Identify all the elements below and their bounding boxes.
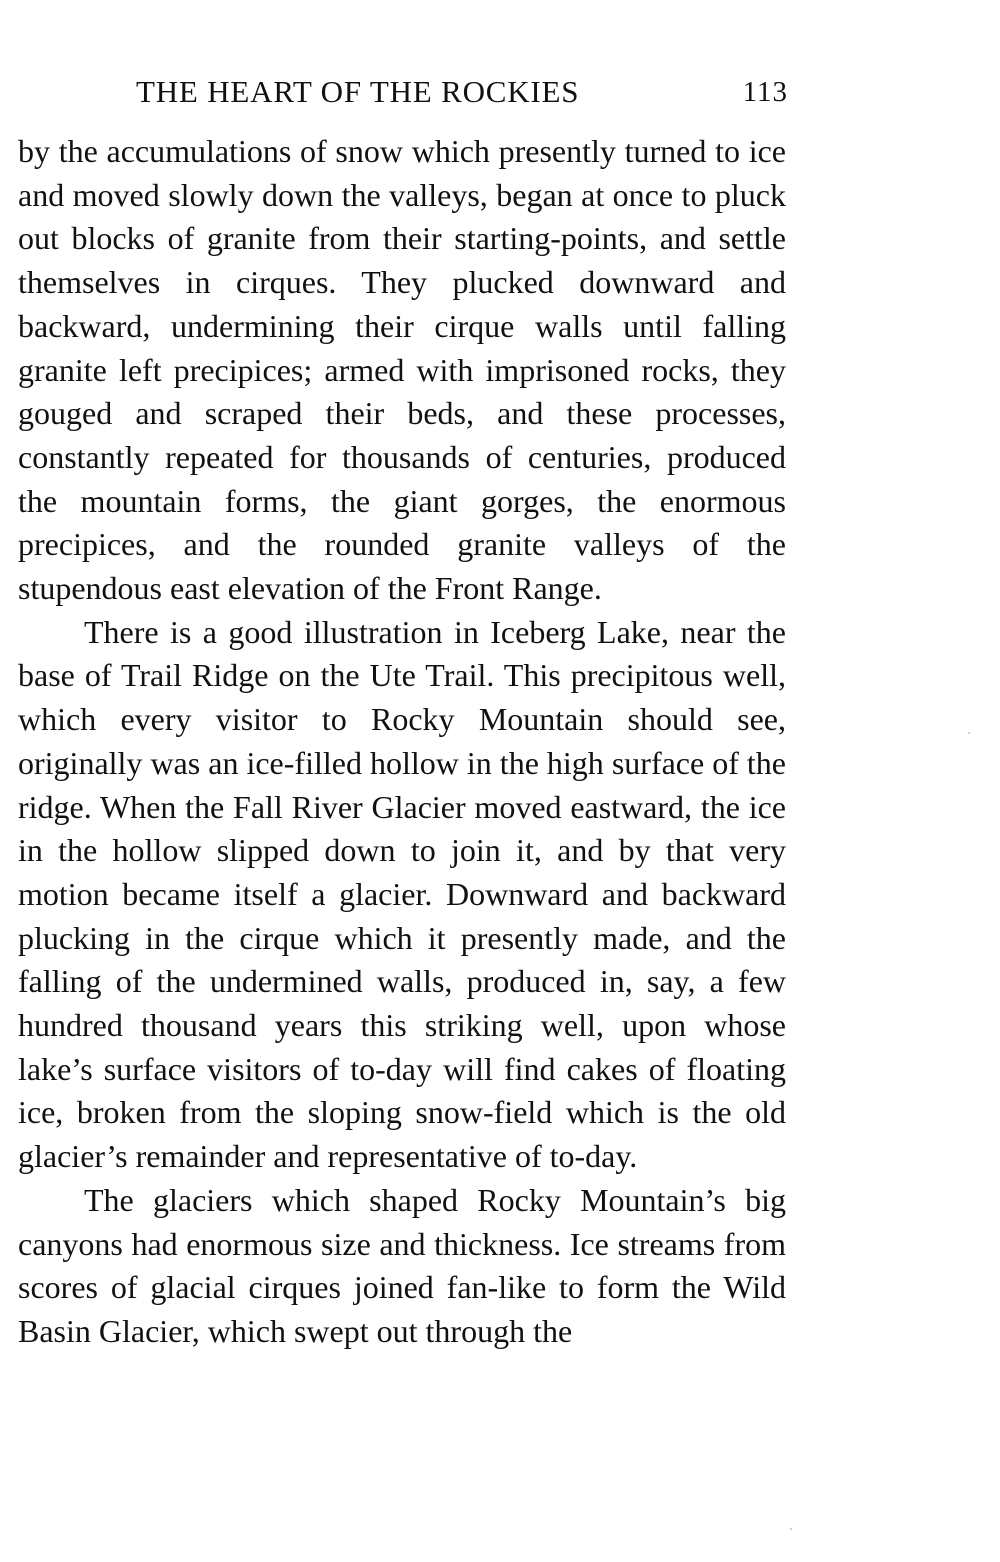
scan-speck	[790, 1528, 792, 1530]
body-text	[18, 130, 786, 1354]
paragraph-iceberg-lake: There is a good illustration in Iceberg Lake, near the base of Trail Ridge on the Ute Trail. This precipitous well, which every visitor to Rocky Mountain should see, originally was an ice-filled hollow in the high surface of the ridge. When the Fall River Glacier moved eastward, the ice in the hollow slipped down to join it, and by that very motion became itself a glacier. Downward and backward plucking in the cirque which it presently made, and the falling of the undermined walls, produced in, say, a few hundred thousand years this striking well, upon whose lake’s surface visitors of to-day will find cakes of floating ice, broken from the sloping snow-field which is the old glacier’s remainder and representative of to-day.	[18, 613, 786, 1175]
paragraph-glaciers: The glaciers which shaped Rocky Mountain’s big canyons had enormous size and thickness. Ice streams from scores of glacial cirques joined fan-like to form the Wild Basin Glacier, which swept out through the	[18, 1181, 786, 1349]
page-number: 113	[742, 76, 788, 108]
running-head	[18, 74, 788, 118]
scan-speck	[968, 732, 970, 734]
running-title: THE HEART OF THE ROCKIES	[136, 74, 580, 109]
paragraph-continued: by the accumulations of snow which presently turned to ice and moved slowly down the valleys, began at once to pluck out blocks of granite from their starting-points, and settle themselves in cirques. They plucked downward and backward, undermining their cirque walls until falling granite left precipices; armed with imprisoned rocks, they gouged and scraped their beds, and these processes, constantly repeated for thousands of centuries, produced the mountain forms, the giant gorges, the enormous precipices, and the rounded granite valleys of the stupendous east elevation of the Front Range.	[18, 133, 786, 607]
